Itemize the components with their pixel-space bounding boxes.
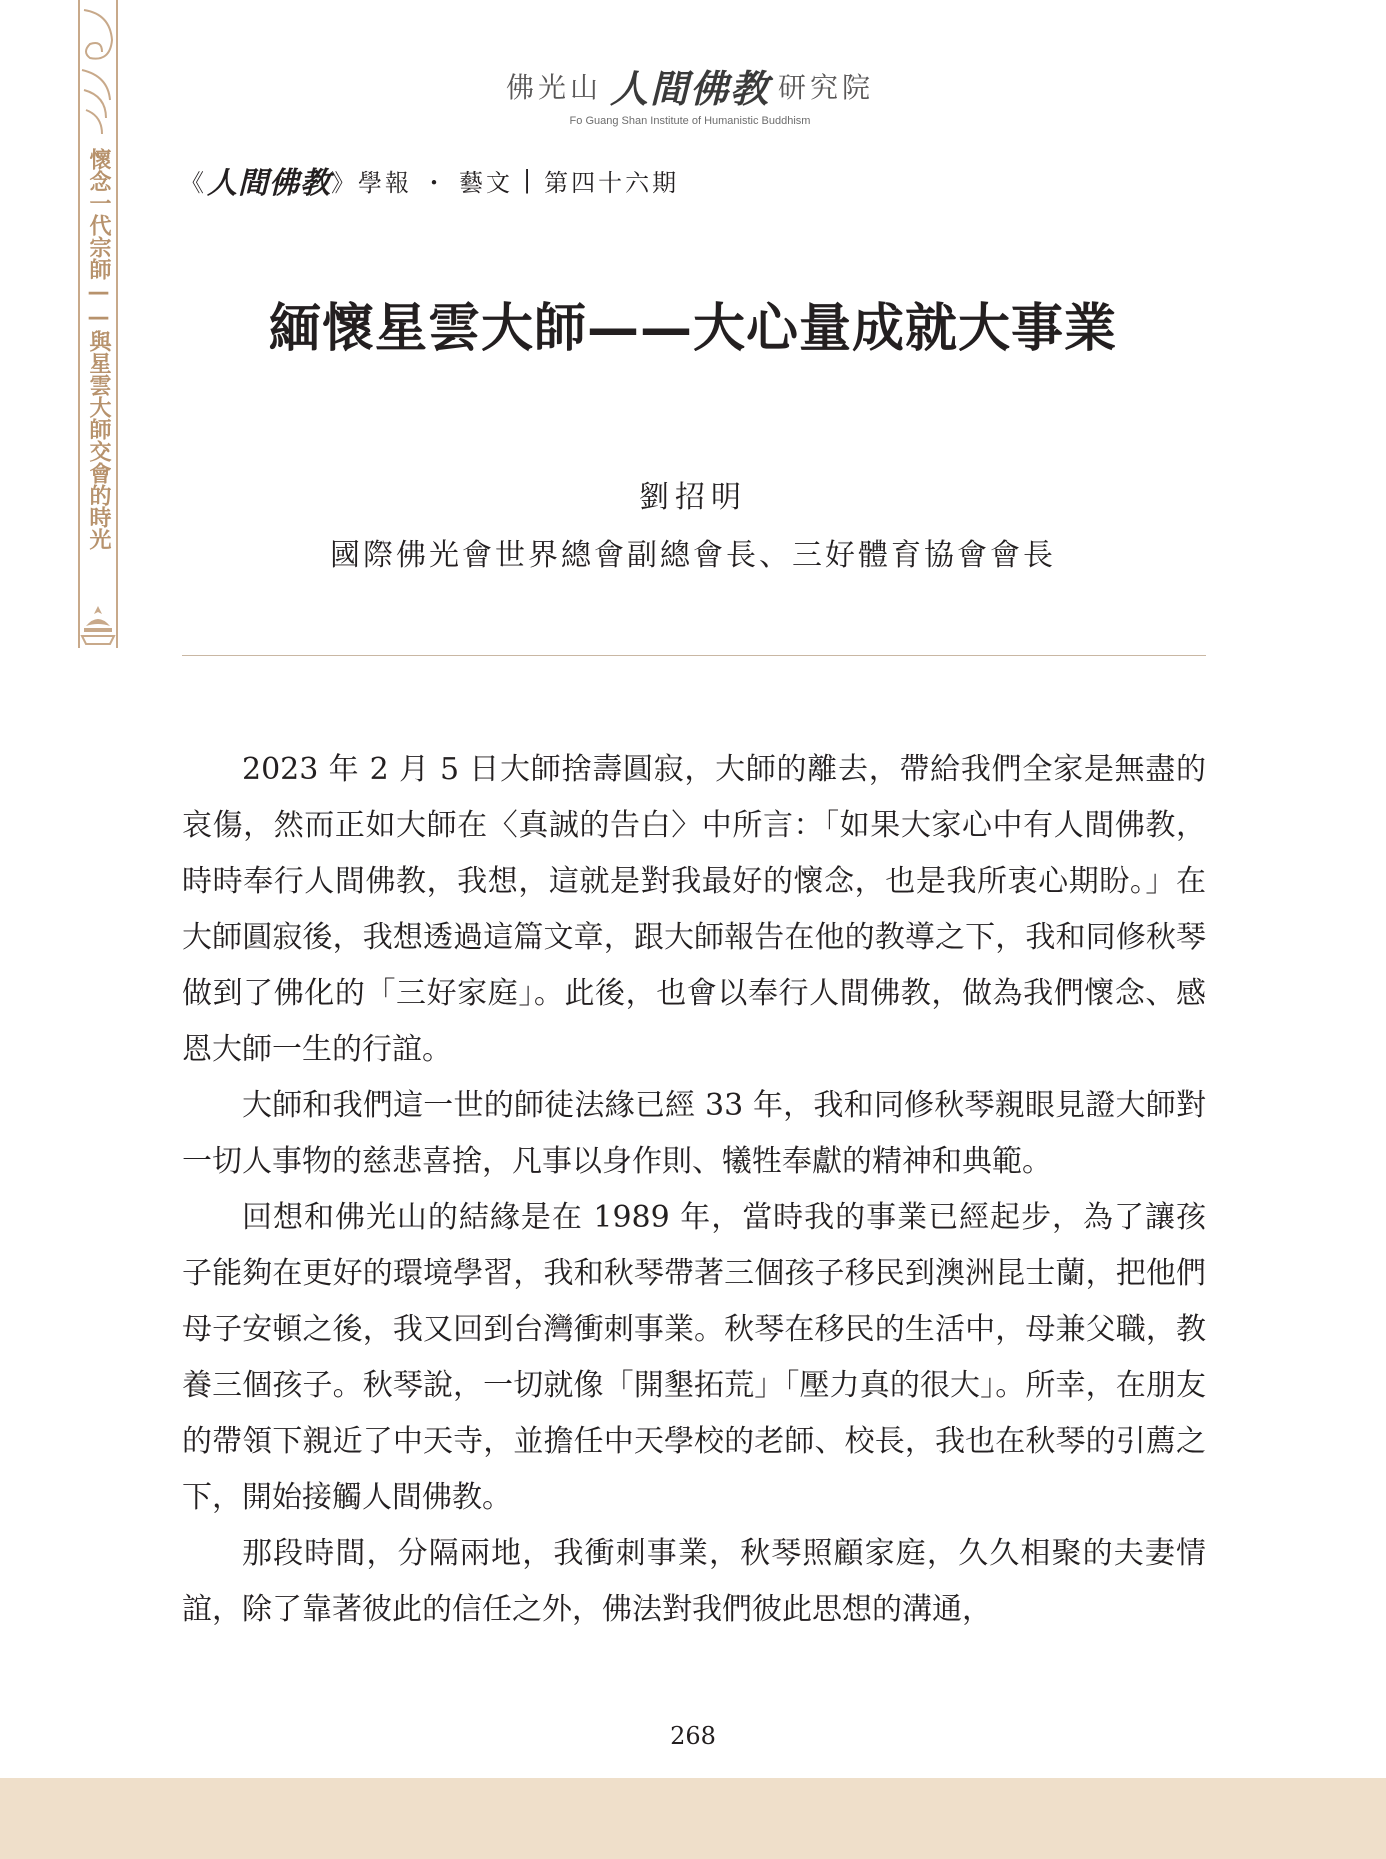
sidebar (78, 0, 118, 648)
paragraph: 2023 年 2 月 5 日大師捨壽圓寂，大師的離去，帶給我們全家是無盡的哀傷，然而正如大師在〈真誠的告白〉中所言：「如果大家心中有人間佛教，時時奉行人間佛教，我想，這就是對我最好的懷念，也是我所衷心期盼。」在大師圓寂後，我想透過這篇文章，跟大師報告在他的教導之下，我和同修秋琴做到了佛化的「三好家庭」。此後，也會以奉行人間佛教，做為我們懷念、感恩大師一生的行誼。 (182, 752, 1206, 1067)
journal-separator: | (523, 166, 535, 194)
institute-brand: 人間佛教 (609, 67, 770, 111)
journal-open-quote: 《 (180, 168, 207, 197)
journal-section: 藝文 (459, 168, 513, 197)
sidebar-series-title: 懷念一代宗師——與星雲大師交會的時光 (86, 148, 111, 550)
paragraph: 回想和佛光山的結緣是在 1989 年，當時我的事業已經起步，為了讓孩子能夠在更好的環境學習，我和秋琴帶著三個孩子移民到澳洲昆士蘭，把他們母子安頓之後，我又回到台灣衝刺事業。秋琴在移民的生活中，母兼父職，教養三個孩子。秋琴說，一切就像「開墾拓荒」「壓力真的很大」。所幸，在朋友的帶領下親近了中天寺，並擔任中天學校的老師、校長，我也在秋琴的引薦之下，開始接觸人間佛教。 (182, 1200, 1206, 1515)
institute-english-name: Fo Guang Shan Institute of Humanistic Buddhism (569, 115, 811, 127)
author-name: 劉招明 (639, 480, 747, 515)
lotus-icon (80, 600, 116, 648)
article-body (182, 742, 1206, 1638)
journal-dot: ・ (422, 168, 449, 197)
journal-brand: 人間佛教 (207, 166, 331, 201)
institute-header (480, 58, 900, 128)
cloud-ornament-icon (80, 0, 116, 140)
journal-name: 學報 (358, 168, 412, 197)
journal-issue: 第四十六期 (544, 168, 680, 197)
author-title: 國際佛光會世界總會副總會長、三好體育協會會長 (330, 538, 1056, 573)
title-divider (182, 655, 1206, 656)
paragraph: 大師和我們這一世的師徒法緣已經 33 年，我和同修秋琴親眼見證大師對一切人事物的慈悲喜捨，凡事以身作則、犧牲奉獻的精神和典範。 (182, 1088, 1206, 1179)
journal-header (180, 160, 679, 200)
journal-close-quote: 》 (331, 168, 358, 197)
institute-name-left: 佛光山 (505, 70, 602, 104)
article-title: 緬懷星雲大師——大心量成就大事業 (268, 299, 1117, 359)
footer-band (0, 1778, 1386, 1859)
paragraph: 那段時間，分隔兩地，我衝刺事業，秋琴照顧家庭，久久相聚的夫妻情誼，除了靠著彼此的信任之外，佛法對我們彼此思想的溝通， (182, 1536, 1206, 1627)
page-number: 268 (670, 1722, 716, 1750)
institute-name-right: 研究院 (778, 70, 875, 104)
